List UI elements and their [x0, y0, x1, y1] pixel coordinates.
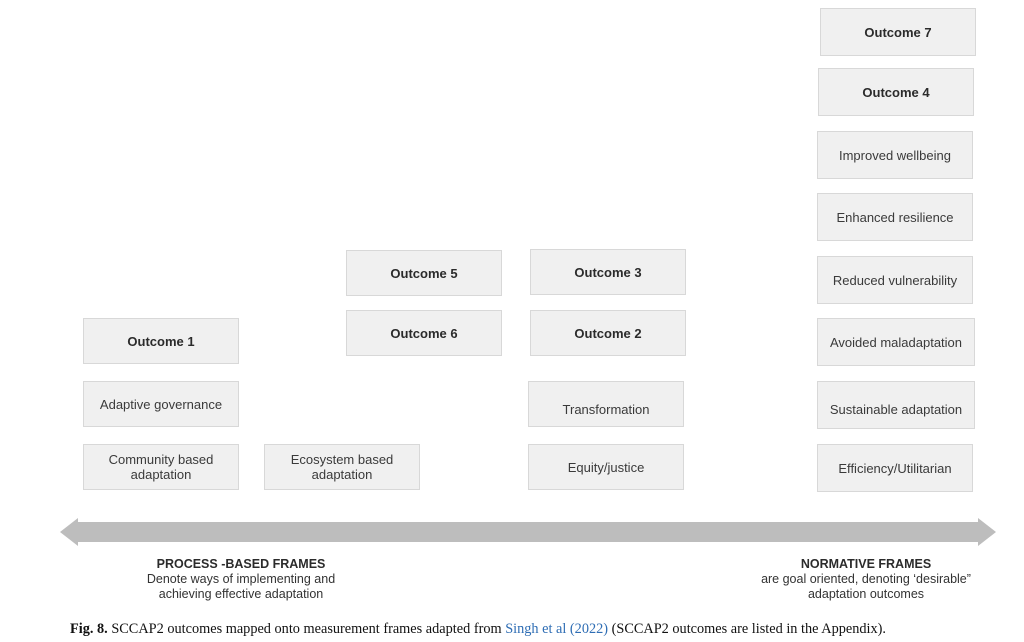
figure-caption — [70, 621, 1020, 638]
caption-text-before: SCCAP2 outcomes mapped onto measurement frames adapted from — [111, 621, 502, 637]
normative-frames-label — [722, 557, 1010, 602]
ecosystem-based-adaptation-box: Ecosystem based adaptation — [264, 444, 420, 490]
process-normative-double-arrow — [60, 518, 996, 546]
outcome-3-box: Outcome 3 — [530, 249, 686, 295]
outcome-4-box: Outcome 4 — [818, 68, 974, 116]
adaptive-governance-box: Adaptive governance — [83, 381, 239, 427]
outcome-2-box: Outcome 2 — [530, 310, 686, 356]
figure-label: Fig. 8. — [70, 621, 108, 637]
enhanced-resilience-box: Enhanced resilience — [817, 193, 973, 241]
sustainable-adaptation-box: Sustainable adaptation — [817, 381, 975, 429]
normative-frames-desc-line2: adaptation outcomes — [807, 587, 925, 601]
outcome-6-box: Outcome 6 — [346, 310, 502, 356]
process-based-frames-desc-line1: Denote ways of implementing and — [146, 572, 336, 586]
normative-frames-desc-line1: are goal oriented, denoting ‘desirable” — [761, 572, 971, 586]
outcome-7-box: Outcome 7 — [820, 8, 976, 56]
process-based-frames-title: PROCESS -BASED FRAMES — [156, 557, 326, 571]
normative-frames-title: NORMATIVE FRAMES — [800, 557, 932, 571]
reduced-vulnerability-box: Reduced vulnerability — [817, 256, 973, 304]
avoided-maladaptation-box: Avoided maladaptation — [817, 318, 975, 366]
community-based-adaptation-box: Community based adaptation — [83, 444, 239, 490]
outcome-1-box: Outcome 1 — [83, 318, 239, 364]
process-based-frames-label — [100, 557, 382, 602]
improved-wellbeing-box: Improved wellbeing — [817, 131, 973, 179]
caption-text-after: (SCCAP2 outcomes are listed in the Appendix). — [611, 621, 887, 637]
equity-justice-box: Equity/justice — [528, 444, 684, 490]
transformation-box: Transformation — [528, 381, 684, 427]
process-based-frames-desc-line2: achieving effective adaptation — [158, 587, 324, 601]
citation-link[interactable]: Singh et al (2022) — [505, 621, 609, 637]
outcome-5-box: Outcome 5 — [346, 250, 502, 296]
efficiency-utilitarian-box: Efficiency/Utilitarian — [817, 444, 973, 492]
